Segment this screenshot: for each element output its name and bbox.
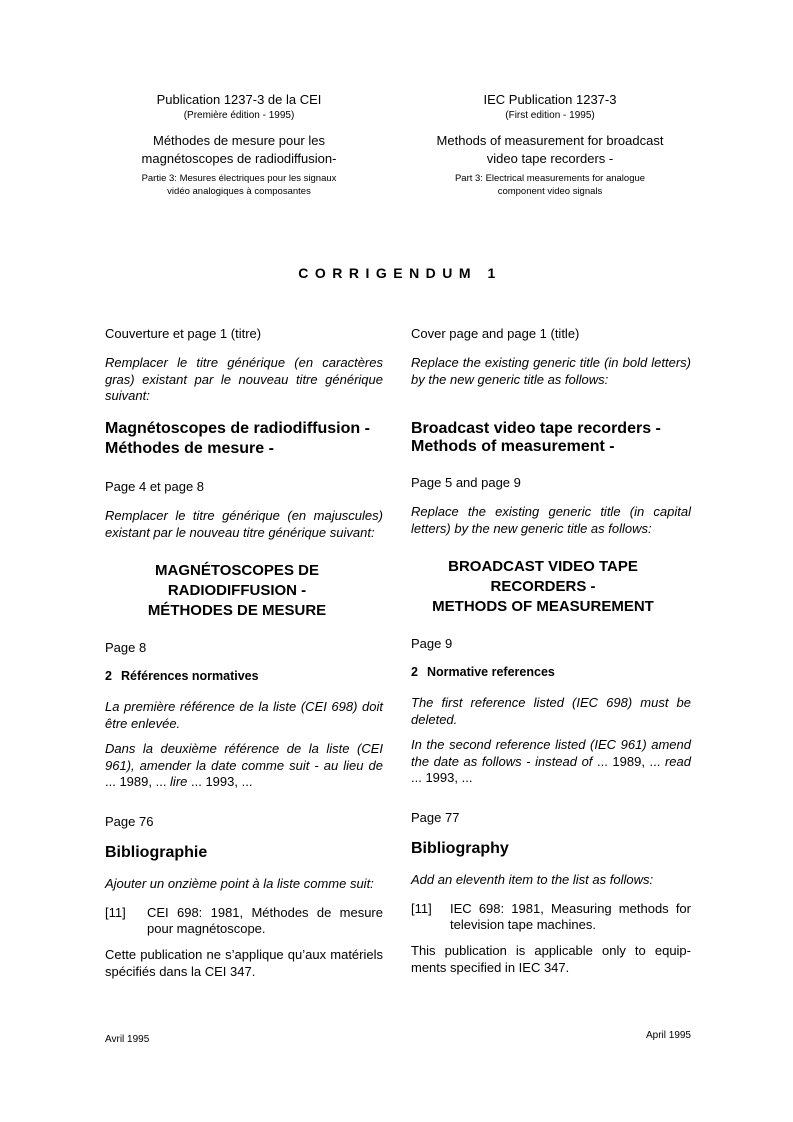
fr-biblio-note: Cette publication ne s’applique qu’aux matériels spécifiés dans la CEI 347. [105,947,383,979]
publication-fr: Publication 1237-3 de la CEI [156,92,322,107]
fr-pages-label: Page 4 et page 8 [105,479,205,494]
part-en-line1: Part 3: Electrical measurements for analogue [454,173,646,184]
fr-new-title-line1: Magnétoscopes de radiodiffusion - [105,420,370,437]
en-cover-label: Cover page and page 1 (title) [411,326,580,341]
part-en-line2: component video signals [497,186,603,197]
en-date: April 1995 [645,1030,691,1041]
en-caps-line3: METHODS OF MEASUREMENT [432,598,654,615]
en-section-heading [411,665,691,679]
en-pages-instruction: Replace the existing generic title (in capital letters) by the new generic title as follows: [411,504,691,536]
title-en-line1: Methods of measurement for broadcast [436,133,664,148]
fr-date: Avril 1995 [105,1034,150,1045]
en-caps-line2: RECORDERS - [490,578,596,595]
fr-cover-instruction: Remplacer le titre générique (en caractères gras) existant par le nouveau titre générique suivant: [105,355,383,403]
fr-section-number: 2 [105,669,112,683]
en-caps-line1: BROADCAST VIDEO TAPE [448,558,638,575]
title-fr-line2: magnétoscopes de radiodiffusion- [141,151,337,166]
part-fr-line2: vidéo analogiques à composantes [167,186,311,197]
header-fr [100,91,378,198]
corrigendum-title: CORRIGENDUM 1 [298,265,502,281]
en-page-77: Page 77 [411,810,460,825]
fr-ref-para2-rest2: ... 1993, ... [187,774,253,789]
en-ref-para2 [411,737,691,787]
fr-caps-line3: MÉTHODES DE MESURE [147,602,327,619]
en-ref-para2-rest2: ... 1993, ... [411,770,473,785]
fr-biblio-heading: Bibliographie [105,844,208,861]
en-biblio-text: IEC 698: 1981, Measuring methods for television tape machines. [450,901,691,932]
fr-ref-para2-lire: lire [170,774,188,789]
en-cover-instruction: Replace the existing generic title (in bold letters) by the new generic title as follows: [411,355,691,387]
en-biblio-instruction: Add an eleventh item to the list as follows: [411,872,654,887]
en-biblio-note: This publication is applicable only to equip-ments specified in IEC 347. [411,943,691,975]
title-fr-line1: Méthodes de mesure pour les [153,133,325,148]
en-ref-para2-italic: In the second reference listed (IEC 961) amend the date as follows - instead of [411,737,691,769]
fr-section-heading [105,669,383,683]
fr-section-title: Références normatives [121,669,259,683]
fr-ref-para2 [105,741,383,791]
en-page-9: Page 9 [411,636,453,651]
en-ref-para1: The first reference listed (IEC 698) must be deleted. [411,695,691,727]
publication-en: IEC Publication 1237-3 [483,92,617,107]
en-biblio-item [411,901,691,933]
fr-biblio-num: [11] [105,905,126,920]
fr-pages-instruction: Remplacer le titre générique (en majuscules) existant par le nouveau titre générique suivant: [105,508,383,540]
en-new-title-line1: Broadcast video tape recorders - [411,420,661,437]
fr-new-title-line2: Méthodes de mesure - [105,440,274,457]
fr-ref-para2-italic: Dans la deuxième référence de la liste (CEI 961), amender la date comme suit - au lieu de [105,741,383,773]
en-ref-para2-rest1: ... 1989, ... [592,753,665,769]
fr-cover-label: Couverture et page 1 (titre) [105,326,262,341]
fr-biblio-item [105,905,383,937]
en-biblio-heading: Bibliography [411,840,509,857]
en-new-title-line2: Methods of measurement - [411,438,615,455]
fr-page-76: Page 76 [105,814,154,829]
fr-biblio-text: CEI 698: 1981, Méthodes de mesure pour magnétoscope. [147,905,383,936]
edition-en: (First edition - 1995) [505,110,595,121]
fr-biblio-instruction: Ajouter un onzième point à la liste comme suit: [105,876,374,891]
edition-fr: (Première édition - 1995) [183,110,295,121]
fr-caps-line2: RADIODIFFUSION - [167,582,307,599]
fr-caps-line1: MAGNÉTOSCOPES DE [155,562,319,579]
fr-ref-para1: La première référence de la liste (CEI 698) doit être enlevée. [105,699,383,731]
part-fr-line1: Partie 3: Mesures électriques pour les signaux [141,173,337,184]
en-section-title: Normative references [427,665,555,679]
en-biblio-num: [11] [411,901,432,916]
en-section-number: 2 [411,665,418,679]
title-en-line2: video tape recorders - [486,151,614,166]
header-en [400,91,700,198]
fr-page-8: Page 8 [105,640,147,655]
en-pages-label: Page 5 and page 9 [411,475,521,490]
fr-ref-para2-rest1: ... 1989, ... [105,774,171,789]
en-ref-para2-read: read [664,753,691,769]
